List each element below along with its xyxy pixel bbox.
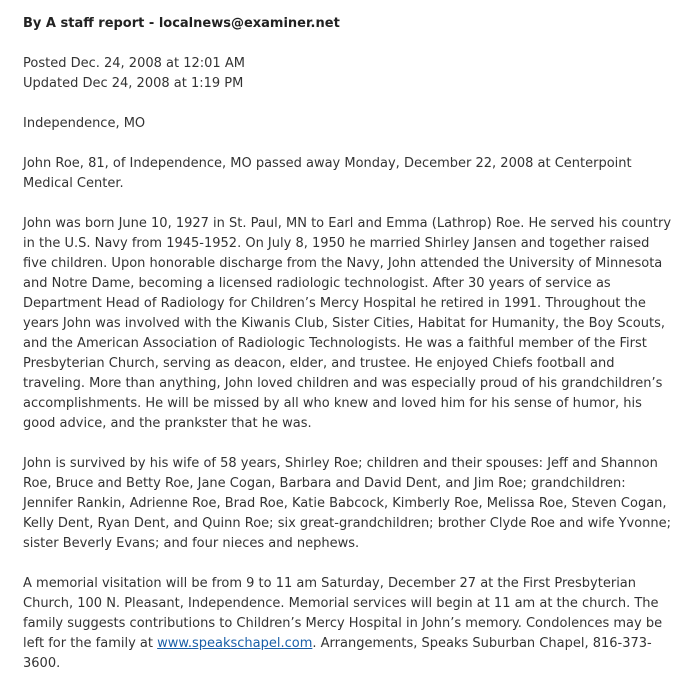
memorial-text-after-link: . Arrangements, Speaks Suburban Chapel, 816-373-3600. xyxy=(23,636,652,671)
byline: By A staff report - localnews@examiner.net xyxy=(23,16,340,31)
memorial-text-before-link: A memorial visitation will be from 9 to 11 am Saturday, December 27 at the First Presbyterian Church, 100 N. Pleasant, Independence. Memorial services will begin at 11 am at the church. The family suggests contributions to Children’s Mercy Hospital in John’s memory. Condolences may be left for the family at xyxy=(23,576,663,651)
paragraph-intro: John Roe, 81, of Independence, MO passed away Monday, December 22, 2008 at Centerpoint Medical Center. xyxy=(23,156,632,191)
speakschapel-link[interactable]: www.speakschapel.com xyxy=(157,636,313,651)
updated-date: Updated Dec 24, 2008 at 1:19 PM xyxy=(23,76,244,91)
paragraph-survivors: John is survived by his wife of 58 years, Shirley Roe; children and their spouses: Jeff and Shannon Roe, Bruce and Betty Roe, Jane Cogan, Barbara and David Dent, and Jim Roe; grandchildren: Jennifer Rankin, Adrienne Roe, Brad Roe, Katie Babcock, Kimberly Roe, Melissa Roe, Steven Cogan, Kelly Dent, Ryan Dent, and Quinn Roe; six great-grandchildren; brother Clyde Roe and wife Yvonne; sister Beverly Evans; and four nieces and nephews. xyxy=(23,456,672,551)
paragraph-biography: John was born June 10, 1927 in St. Paul, MN to Earl and Emma (Lathrop) Roe. He served his country in the U.S. Navy from 1945-1952. On July 8, 1950 he married Shirley Jansen and together raised five children. Upon honorable discharge from the Navy, John attended the University of Minnesota and Notre Dame, becoming a licensed radiologic technologist. After 30 years of service as Department Head of Radiology for Children’s Mercy Hospital he retired in 1991. Throughout the years John was involved with the Kiwanis Club, Sister Cities, Habitat for Humanity, the Boy Scouts, and the American Association of Radiologic Technologists. He was a faithful member of the First Presbyterian Church, serving as deacon, elder, and trustee. He enjoyed Chiefs football and traveling. More than anything, John loved children and was especially proud of his grandchildren’s accomplishments. He will be missed by all who knew and loved him for his sense of humor, his good advice, and the prankster that he was. xyxy=(23,216,672,431)
dateline: Independence, MO xyxy=(23,116,146,131)
paragraph-memorial xyxy=(23,574,675,674)
publish-dates xyxy=(23,54,683,94)
posted-date: Posted Dec. 24, 2008 at 12:01 AM xyxy=(23,56,245,71)
